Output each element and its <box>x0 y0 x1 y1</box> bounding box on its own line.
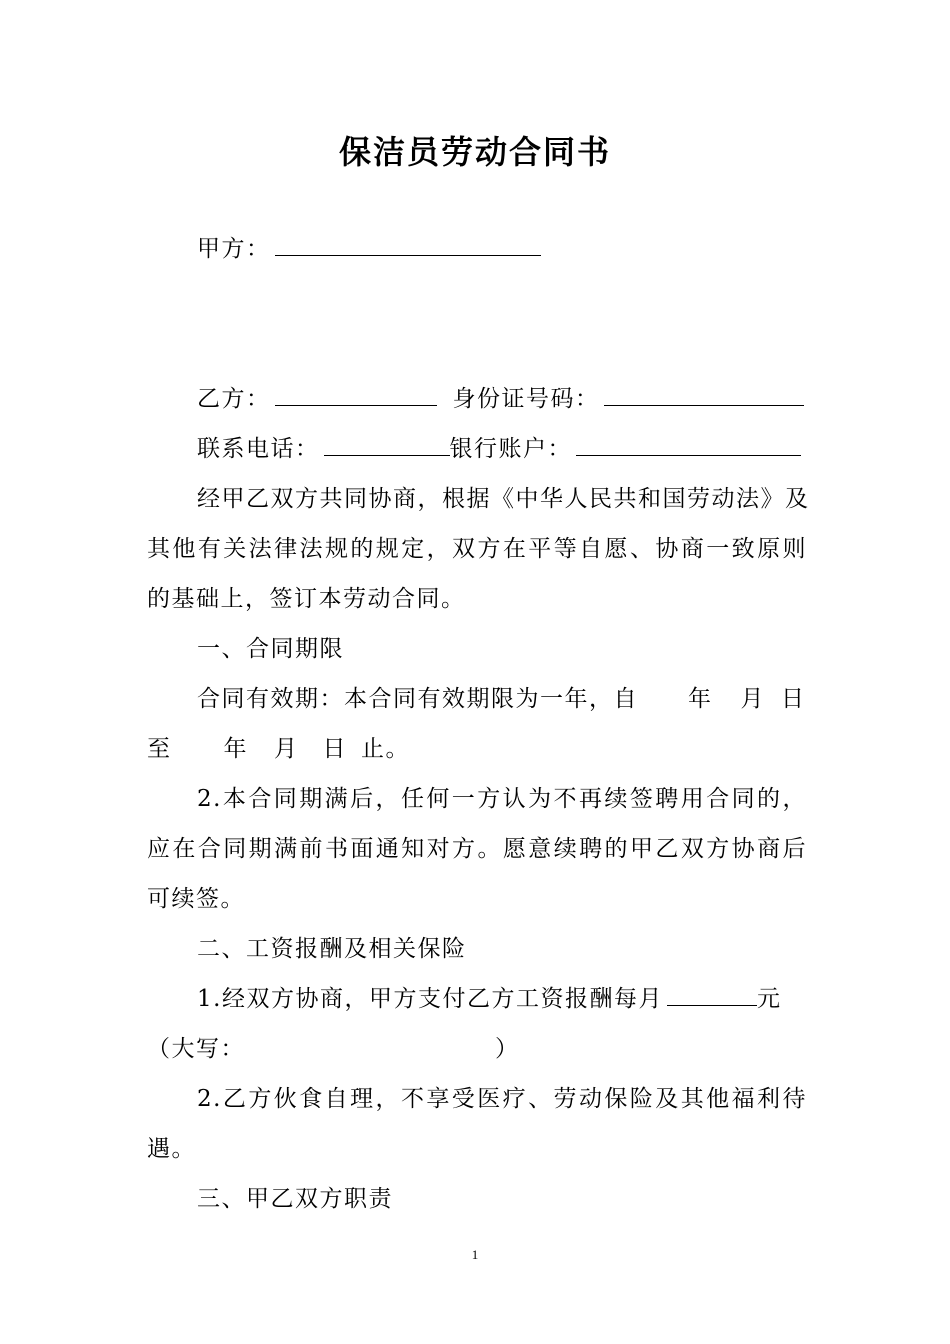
term-start-month: 月 <box>740 686 765 712</box>
renewal-line-2: 应在合同期满前书面通知对方。愿意续聘的甲乙双方协商后 <box>147 836 807 862</box>
id-number-label: 身份证号码： <box>452 386 600 412</box>
salary-text: 1.经双方协商，甲方支付乙方工资报酬每月 <box>197 986 663 1012</box>
term-start-year: 年 <box>688 686 713 712</box>
term-line-2 <box>147 732 807 766</box>
party-b-blank <box>275 383 437 406</box>
section-3-heading: 三、甲乙双方职责 <box>197 1186 393 1212</box>
phone-blank <box>324 433 450 456</box>
salary-uppercase-close: ） <box>495 1036 520 1062</box>
term-end: 止。 <box>361 736 410 762</box>
party-a-line <box>197 232 807 266</box>
term-line-1 <box>197 682 807 716</box>
party-a-blank <box>275 233 541 256</box>
intro-line-3: 的基础上，签订本劳动合同。 <box>147 586 466 612</box>
renewal-line-3: 可续签。 <box>147 886 245 912</box>
party-b-label: 乙方： <box>197 386 271 412</box>
section-1-heading: 一、合同期限 <box>197 636 344 662</box>
salary-uppercase-label: （大写： <box>147 1036 245 1062</box>
term-end-year: 年 <box>223 736 248 762</box>
intro-line-1: 经甲乙双方共同协商，根据《中华人民共和国劳动法》及 <box>197 486 810 512</box>
contact-line <box>197 432 807 466</box>
term-to: 至 <box>147 736 172 762</box>
salary-line-2 <box>147 1032 807 1066</box>
benefit-line-2: 遇。 <box>147 1136 196 1162</box>
salary-unit: 元 <box>756 986 782 1012</box>
term-text: 合同有效期：本合同有效期限为一年，自 <box>197 686 638 712</box>
party-b-line <box>197 382 807 416</box>
phone-label: 联系电话： <box>197 436 320 462</box>
bank-account-blank <box>576 433 801 456</box>
intro-line-2: 其他有关法律法规的规定，双方在平等自愿、协商一致原则 <box>147 536 807 562</box>
salary-amount-blank <box>667 983 757 1006</box>
section-2-heading: 二、工资报酬及相关保险 <box>197 936 467 962</box>
benefit-line-1: 2.乙方伙食自理，不享受医疗、劳动保险及其他福利待 <box>197 1086 807 1112</box>
term-start-day: 日 <box>781 686 806 712</box>
bank-account-label: 银行账户： <box>449 436 572 462</box>
id-number-blank <box>604 383 804 406</box>
term-end-month: 月 <box>274 736 299 762</box>
document-title: 保洁员劳动合同书 <box>338 133 611 171</box>
term-end-day: 日 <box>322 736 347 762</box>
salary-line-1 <box>197 982 807 1016</box>
page-number: 1 <box>471 1247 479 1262</box>
renewal-line-1: 2.本合同期满后，任何一方认为不再续签聘用合同的， <box>197 786 807 812</box>
party-a-label: 甲方： <box>197 236 271 262</box>
